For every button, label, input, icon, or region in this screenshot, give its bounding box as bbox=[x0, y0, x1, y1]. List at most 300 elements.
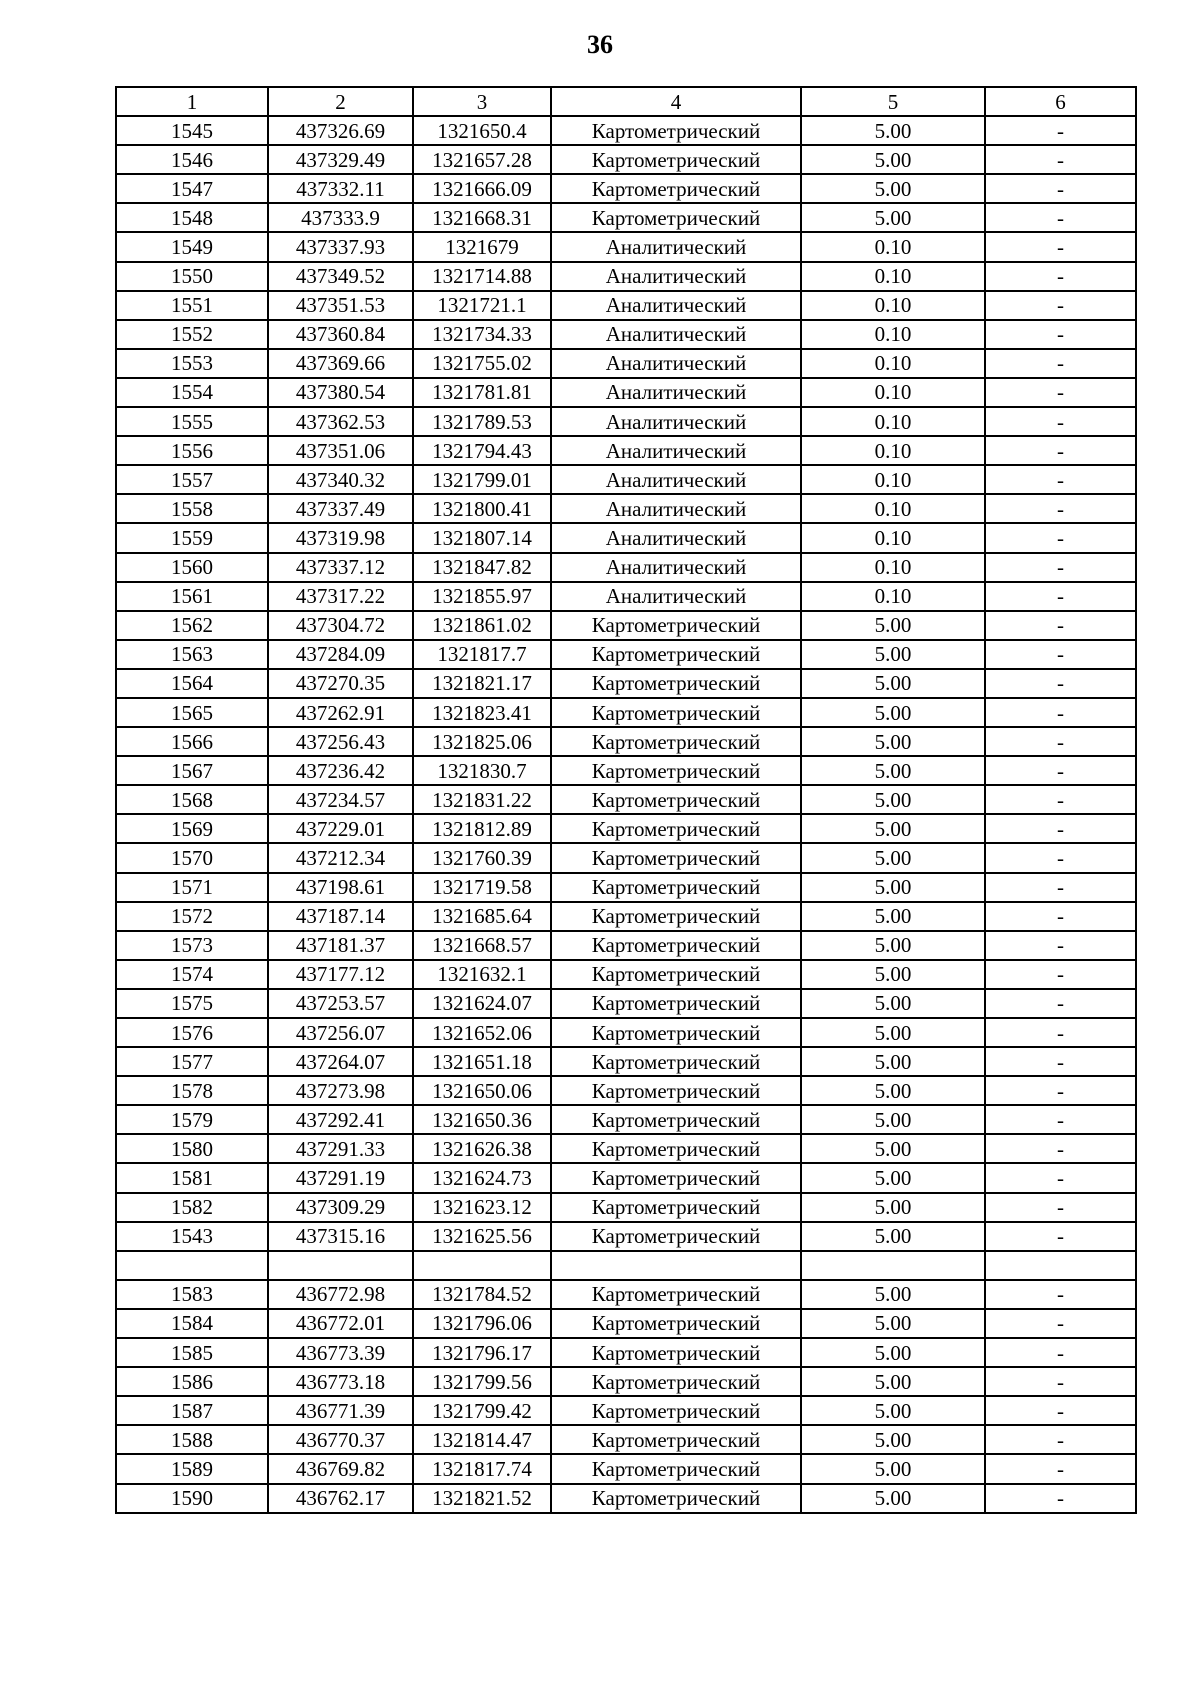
note-cell: - bbox=[985, 1338, 1136, 1367]
note-cell: - bbox=[985, 349, 1136, 378]
x-coordinate-cell: 436770.37 bbox=[268, 1425, 413, 1454]
table-row bbox=[116, 553, 1136, 582]
column-header: 6 bbox=[985, 87, 1136, 116]
table-row bbox=[116, 1076, 1136, 1105]
x-coordinate-cell: 437315.16 bbox=[268, 1222, 413, 1251]
x-coordinate-cell: 437236.42 bbox=[268, 756, 413, 785]
point-number-cell: 1545 bbox=[116, 116, 268, 145]
column-header: 4 bbox=[551, 87, 801, 116]
point-number-cell: 1589 bbox=[116, 1454, 268, 1483]
x-coordinate-cell: 437309.29 bbox=[268, 1193, 413, 1222]
method-cell: Картометрический bbox=[551, 727, 801, 756]
column-header: 5 bbox=[801, 87, 985, 116]
note-cell: - bbox=[985, 931, 1136, 960]
point-number-cell: 1561 bbox=[116, 582, 268, 611]
table-row bbox=[116, 960, 1136, 989]
table-row bbox=[116, 465, 1136, 494]
x-coordinate-cell: 437304.72 bbox=[268, 611, 413, 640]
method-cell: Картометрический bbox=[551, 611, 801, 640]
method-cell: Картометрический bbox=[551, 1280, 801, 1309]
note-cell: - bbox=[985, 465, 1136, 494]
method-cell: Аналитический bbox=[551, 465, 801, 494]
note-cell: - bbox=[985, 1367, 1136, 1396]
y-coordinate-cell: 1321650.4 bbox=[413, 116, 551, 145]
header-row bbox=[116, 87, 1136, 116]
table-row bbox=[116, 1163, 1136, 1192]
y-coordinate-cell: 1321784.52 bbox=[413, 1280, 551, 1309]
x-coordinate-cell: 437351.53 bbox=[268, 291, 413, 320]
x-coordinate-cell: 437332.11 bbox=[268, 174, 413, 203]
x-coordinate-cell: 437198.61 bbox=[268, 873, 413, 902]
table-row bbox=[116, 582, 1136, 611]
method-cell: Картометрический bbox=[551, 1105, 801, 1134]
y-coordinate-cell: 1321755.02 bbox=[413, 349, 551, 378]
page-number: 36 bbox=[587, 30, 613, 59]
y-coordinate-cell: 1321861.02 bbox=[413, 611, 551, 640]
point-number-cell: 1576 bbox=[116, 1018, 268, 1047]
accuracy-cell: 0.10 bbox=[801, 465, 985, 494]
point-number-cell: 1562 bbox=[116, 611, 268, 640]
y-coordinate-cell: 1321825.06 bbox=[413, 727, 551, 756]
x-coordinate-cell: 437319.98 bbox=[268, 523, 413, 552]
note-cell: - bbox=[985, 1280, 1136, 1309]
table-row bbox=[116, 1338, 1136, 1367]
y-coordinate-cell: 1321679 bbox=[413, 232, 551, 261]
x-coordinate-cell: 437337.93 bbox=[268, 232, 413, 261]
method-cell: Картометрический bbox=[551, 116, 801, 145]
note-cell: - bbox=[985, 232, 1136, 261]
point-number-cell: 1549 bbox=[116, 232, 268, 261]
accuracy-cell: 5.00 bbox=[801, 727, 985, 756]
note-cell: - bbox=[985, 1454, 1136, 1483]
point-number-cell: 1543 bbox=[116, 1222, 268, 1251]
accuracy-cell: 5.00 bbox=[801, 756, 985, 785]
point-number-cell: 1572 bbox=[116, 902, 268, 931]
method-cell: Картометрический bbox=[551, 145, 801, 174]
method-cell: Картометрический bbox=[551, 814, 801, 843]
point-number-cell: 1586 bbox=[116, 1367, 268, 1396]
method-cell: Аналитический bbox=[551, 291, 801, 320]
note-cell: - bbox=[985, 1076, 1136, 1105]
point-number-cell: 1546 bbox=[116, 145, 268, 174]
accuracy-cell: 5.00 bbox=[801, 1425, 985, 1454]
y-coordinate-cell: 1321823.41 bbox=[413, 698, 551, 727]
point-number-cell: 1555 bbox=[116, 407, 268, 436]
x-coordinate-cell: 436762.17 bbox=[268, 1484, 413, 1513]
column-header: 3 bbox=[413, 87, 551, 116]
note-cell: - bbox=[985, 378, 1136, 407]
method-cell: Картометрический bbox=[551, 1484, 801, 1513]
table-row bbox=[116, 1251, 1136, 1280]
table-row bbox=[116, 873, 1136, 902]
note-cell: - bbox=[985, 1047, 1136, 1076]
x-coordinate-cell: 437264.07 bbox=[268, 1047, 413, 1076]
point-number-cell: 1552 bbox=[116, 320, 268, 349]
table-row bbox=[116, 1425, 1136, 1454]
note-cell: - bbox=[985, 727, 1136, 756]
method-cell: Картометрический bbox=[551, 1076, 801, 1105]
accuracy-cell: 5.00 bbox=[801, 669, 985, 698]
x-coordinate-cell: 436773.39 bbox=[268, 1338, 413, 1367]
table-row bbox=[116, 320, 1136, 349]
x-coordinate-cell: 437329.49 bbox=[268, 145, 413, 174]
x-coordinate-cell: 437369.66 bbox=[268, 349, 413, 378]
x-coordinate-cell: 437351.06 bbox=[268, 436, 413, 465]
y-coordinate-cell: 1321817.7 bbox=[413, 640, 551, 669]
note-cell: - bbox=[985, 1222, 1136, 1251]
method-cell: Аналитический bbox=[551, 523, 801, 552]
method-cell: Картометрический bbox=[551, 1193, 801, 1222]
y-coordinate-cell: 1321624.07 bbox=[413, 989, 551, 1018]
x-coordinate-cell: 437262.91 bbox=[268, 698, 413, 727]
accuracy-cell: 5.00 bbox=[801, 1338, 985, 1367]
note-cell: - bbox=[985, 611, 1136, 640]
x-coordinate-cell: 437273.98 bbox=[268, 1076, 413, 1105]
y-coordinate-cell: 1321796.06 bbox=[413, 1309, 551, 1338]
accuracy-cell: 5.00 bbox=[801, 843, 985, 872]
method-cell: Картометрический bbox=[551, 989, 801, 1018]
accuracy-cell: 5.00 bbox=[801, 640, 985, 669]
table-row bbox=[116, 291, 1136, 320]
table-row bbox=[116, 116, 1136, 145]
point-number-cell: 1570 bbox=[116, 843, 268, 872]
x-coordinate-cell: 436773.18 bbox=[268, 1367, 413, 1396]
table-row bbox=[116, 814, 1136, 843]
method-cell: Картометрический bbox=[551, 698, 801, 727]
note-cell: - bbox=[985, 843, 1136, 872]
y-coordinate-cell: 1321623.12 bbox=[413, 1193, 551, 1222]
y-coordinate-cell: 1321625.56 bbox=[413, 1222, 551, 1251]
table-row bbox=[116, 407, 1136, 436]
point-number-cell: 1559 bbox=[116, 523, 268, 552]
method-cell: Картометрический bbox=[551, 203, 801, 232]
note-cell: - bbox=[985, 523, 1136, 552]
accuracy-cell: 5.00 bbox=[801, 174, 985, 203]
y-coordinate-cell: 1321650.06 bbox=[413, 1076, 551, 1105]
point-number-cell: 1553 bbox=[116, 349, 268, 378]
accuracy-cell: 5.00 bbox=[801, 698, 985, 727]
y-coordinate-cell: 1321650.36 bbox=[413, 1105, 551, 1134]
y-coordinate-cell: 1321855.97 bbox=[413, 582, 551, 611]
y-coordinate-cell bbox=[413, 1251, 551, 1280]
x-coordinate-cell: 437229.01 bbox=[268, 814, 413, 843]
table-row bbox=[116, 669, 1136, 698]
table-row bbox=[116, 785, 1136, 814]
accuracy-cell: 5.00 bbox=[801, 1076, 985, 1105]
accuracy-cell: 0.10 bbox=[801, 494, 985, 523]
accuracy-cell: 5.00 bbox=[801, 1193, 985, 1222]
accuracy-cell: 0.10 bbox=[801, 582, 985, 611]
y-coordinate-cell: 1321814.47 bbox=[413, 1425, 551, 1454]
point-number-cell: 1563 bbox=[116, 640, 268, 669]
method-cell: Картометрический bbox=[551, 1018, 801, 1047]
note-cell bbox=[985, 1251, 1136, 1280]
note-cell: - bbox=[985, 902, 1136, 931]
method-cell: Аналитический bbox=[551, 232, 801, 261]
y-coordinate-cell: 1321800.41 bbox=[413, 494, 551, 523]
accuracy-cell: 0.10 bbox=[801, 553, 985, 582]
y-coordinate-cell: 1321817.74 bbox=[413, 1454, 551, 1483]
accuracy-cell: 5.00 bbox=[801, 1484, 985, 1513]
method-cell: Картометрический bbox=[551, 931, 801, 960]
y-coordinate-cell: 1321624.73 bbox=[413, 1163, 551, 1192]
note-cell: - bbox=[985, 582, 1136, 611]
point-number-cell: 1571 bbox=[116, 873, 268, 902]
method-cell: Картометрический bbox=[551, 1338, 801, 1367]
note-cell: - bbox=[985, 1134, 1136, 1163]
note-cell: - bbox=[985, 203, 1136, 232]
method-cell: Аналитический bbox=[551, 349, 801, 378]
y-coordinate-cell: 1321721.1 bbox=[413, 291, 551, 320]
table-row bbox=[116, 349, 1136, 378]
y-coordinate-cell: 1321830.7 bbox=[413, 756, 551, 785]
accuracy-cell: 5.00 bbox=[801, 1134, 985, 1163]
point-number-cell: 1574 bbox=[116, 960, 268, 989]
y-coordinate-cell: 1321831.22 bbox=[413, 785, 551, 814]
method-cell: Аналитический bbox=[551, 553, 801, 582]
x-coordinate-cell: 436772.01 bbox=[268, 1309, 413, 1338]
table-row bbox=[116, 727, 1136, 756]
note-cell: - bbox=[985, 1163, 1136, 1192]
accuracy-cell: 5.00 bbox=[801, 1105, 985, 1134]
method-cell: Картометрический bbox=[551, 669, 801, 698]
method-cell: Картометрический bbox=[551, 785, 801, 814]
note-cell: - bbox=[985, 262, 1136, 291]
coordinates-table bbox=[115, 86, 1137, 1514]
method-cell: Картометрический bbox=[551, 174, 801, 203]
y-coordinate-cell: 1321821.17 bbox=[413, 669, 551, 698]
method-cell: Картометрический bbox=[551, 873, 801, 902]
table-row bbox=[116, 611, 1136, 640]
note-cell: - bbox=[985, 669, 1136, 698]
method-cell: Картометрический bbox=[551, 960, 801, 989]
method-cell: Картометрический bbox=[551, 640, 801, 669]
accuracy-cell: 5.00 bbox=[801, 1047, 985, 1076]
table-row bbox=[116, 378, 1136, 407]
accuracy-cell: 0.10 bbox=[801, 232, 985, 261]
x-coordinate-cell: 437256.43 bbox=[268, 727, 413, 756]
method-cell: Картометрический bbox=[551, 1222, 801, 1251]
point-number-cell: 1575 bbox=[116, 989, 268, 1018]
y-coordinate-cell: 1321685.64 bbox=[413, 902, 551, 931]
table-row bbox=[116, 262, 1136, 291]
point-number-cell: 1581 bbox=[116, 1163, 268, 1192]
x-coordinate-cell: 437284.09 bbox=[268, 640, 413, 669]
point-number-cell: 1554 bbox=[116, 378, 268, 407]
y-coordinate-cell: 1321666.09 bbox=[413, 174, 551, 203]
table-row bbox=[116, 698, 1136, 727]
y-coordinate-cell: 1321781.81 bbox=[413, 378, 551, 407]
y-coordinate-cell: 1321799.56 bbox=[413, 1367, 551, 1396]
point-number-cell: 1569 bbox=[116, 814, 268, 843]
accuracy-cell: 0.10 bbox=[801, 262, 985, 291]
accuracy-cell: 0.10 bbox=[801, 349, 985, 378]
note-cell: - bbox=[985, 407, 1136, 436]
note-cell: - bbox=[985, 174, 1136, 203]
point-number-cell: 1558 bbox=[116, 494, 268, 523]
accuracy-cell: 0.10 bbox=[801, 436, 985, 465]
column-header: 2 bbox=[268, 87, 413, 116]
accuracy-cell bbox=[801, 1251, 985, 1280]
accuracy-cell: 5.00 bbox=[801, 873, 985, 902]
accuracy-cell: 5.00 bbox=[801, 960, 985, 989]
point-number-cell: 1577 bbox=[116, 1047, 268, 1076]
accuracy-cell: 0.10 bbox=[801, 407, 985, 436]
method-cell: Аналитический bbox=[551, 262, 801, 291]
table-row bbox=[116, 902, 1136, 931]
y-coordinate-cell: 1321652.06 bbox=[413, 1018, 551, 1047]
x-coordinate-cell: 437177.12 bbox=[268, 960, 413, 989]
table-row bbox=[116, 436, 1136, 465]
y-coordinate-cell: 1321657.28 bbox=[413, 145, 551, 174]
note-cell: - bbox=[985, 320, 1136, 349]
note-cell: - bbox=[985, 1484, 1136, 1513]
method-cell: Аналитический bbox=[551, 407, 801, 436]
y-coordinate-cell: 1321668.31 bbox=[413, 203, 551, 232]
accuracy-cell: 5.00 bbox=[801, 1396, 985, 1425]
x-coordinate-cell: 437362.53 bbox=[268, 407, 413, 436]
y-coordinate-cell: 1321651.18 bbox=[413, 1047, 551, 1076]
accuracy-cell: 5.00 bbox=[801, 989, 985, 1018]
table-row bbox=[116, 1193, 1136, 1222]
method-cell: Аналитический bbox=[551, 320, 801, 349]
x-coordinate-cell: 437291.19 bbox=[268, 1163, 413, 1192]
x-coordinate-cell bbox=[268, 1251, 413, 1280]
table-row bbox=[116, 174, 1136, 203]
y-coordinate-cell: 1321796.17 bbox=[413, 1338, 551, 1367]
table-row bbox=[116, 1454, 1136, 1483]
note-cell: - bbox=[985, 698, 1136, 727]
y-coordinate-cell: 1321794.43 bbox=[413, 436, 551, 465]
table-row bbox=[116, 756, 1136, 785]
point-number-cell: 1567 bbox=[116, 756, 268, 785]
point-number-cell: 1573 bbox=[116, 931, 268, 960]
point-number-cell: 1578 bbox=[116, 1076, 268, 1105]
y-coordinate-cell: 1321626.38 bbox=[413, 1134, 551, 1163]
note-cell: - bbox=[985, 989, 1136, 1018]
table-row bbox=[116, 1484, 1136, 1513]
accuracy-cell: 5.00 bbox=[801, 1222, 985, 1251]
note-cell: - bbox=[985, 756, 1136, 785]
accuracy-cell: 5.00 bbox=[801, 814, 985, 843]
method-cell: Картометрический bbox=[551, 1047, 801, 1076]
x-coordinate-cell: 437181.37 bbox=[268, 931, 413, 960]
x-coordinate-cell: 437340.32 bbox=[268, 465, 413, 494]
note-cell: - bbox=[985, 960, 1136, 989]
method-cell: Картометрический bbox=[551, 756, 801, 785]
table-row bbox=[116, 494, 1136, 523]
point-number-cell: 1565 bbox=[116, 698, 268, 727]
accuracy-cell: 0.10 bbox=[801, 291, 985, 320]
note-cell: - bbox=[985, 291, 1136, 320]
method-cell: Картометрический bbox=[551, 1367, 801, 1396]
point-number-cell: 1583 bbox=[116, 1280, 268, 1309]
y-coordinate-cell: 1321847.82 bbox=[413, 553, 551, 582]
table-row bbox=[116, 1280, 1136, 1309]
x-coordinate-cell: 437333.9 bbox=[268, 203, 413, 232]
note-cell: - bbox=[985, 116, 1136, 145]
y-coordinate-cell: 1321714.88 bbox=[413, 262, 551, 291]
accuracy-cell: 5.00 bbox=[801, 1163, 985, 1192]
accuracy-cell: 5.00 bbox=[801, 931, 985, 960]
table-row bbox=[116, 931, 1136, 960]
point-number-cell: 1566 bbox=[116, 727, 268, 756]
x-coordinate-cell: 437380.54 bbox=[268, 378, 413, 407]
table-row bbox=[116, 989, 1136, 1018]
table-row bbox=[116, 1309, 1136, 1338]
table-row bbox=[116, 145, 1136, 174]
note-cell: - bbox=[985, 1396, 1136, 1425]
x-coordinate-cell: 436769.82 bbox=[268, 1454, 413, 1483]
y-coordinate-cell: 1321807.14 bbox=[413, 523, 551, 552]
point-number-cell: 1550 bbox=[116, 262, 268, 291]
point-number-cell: 1557 bbox=[116, 465, 268, 494]
method-cell: Картометрический bbox=[551, 1134, 801, 1163]
point-number-cell: 1564 bbox=[116, 669, 268, 698]
table-row bbox=[116, 1396, 1136, 1425]
y-coordinate-cell: 1321799.01 bbox=[413, 465, 551, 494]
point-number-cell: 1551 bbox=[116, 291, 268, 320]
y-coordinate-cell: 1321799.42 bbox=[413, 1396, 551, 1425]
method-cell: Картометрический bbox=[551, 1396, 801, 1425]
note-cell: - bbox=[985, 640, 1136, 669]
x-coordinate-cell: 437187.14 bbox=[268, 902, 413, 931]
x-coordinate-cell: 437349.52 bbox=[268, 262, 413, 291]
x-coordinate-cell: 437326.69 bbox=[268, 116, 413, 145]
x-coordinate-cell: 437291.33 bbox=[268, 1134, 413, 1163]
point-number-cell bbox=[116, 1251, 268, 1280]
method-cell: Аналитический bbox=[551, 436, 801, 465]
method-cell: Картометрический bbox=[551, 843, 801, 872]
point-number-cell: 1556 bbox=[116, 436, 268, 465]
x-coordinate-cell: 437337.12 bbox=[268, 553, 413, 582]
accuracy-cell: 0.10 bbox=[801, 523, 985, 552]
accuracy-cell: 5.00 bbox=[801, 203, 985, 232]
point-number-cell: 1568 bbox=[116, 785, 268, 814]
column-header: 1 bbox=[116, 87, 268, 116]
table-row bbox=[116, 1134, 1136, 1163]
table-row bbox=[116, 1222, 1136, 1251]
table-row bbox=[116, 1018, 1136, 1047]
point-number-cell: 1590 bbox=[116, 1484, 268, 1513]
note-cell: - bbox=[985, 553, 1136, 582]
table-row bbox=[116, 1367, 1136, 1396]
note-cell: - bbox=[985, 145, 1136, 174]
point-number-cell: 1584 bbox=[116, 1309, 268, 1338]
method-cell: Аналитический bbox=[551, 494, 801, 523]
table-body bbox=[116, 116, 1136, 1513]
table-row bbox=[116, 640, 1136, 669]
x-coordinate-cell: 437256.07 bbox=[268, 1018, 413, 1047]
point-number-cell: 1585 bbox=[116, 1338, 268, 1367]
x-coordinate-cell: 437234.57 bbox=[268, 785, 413, 814]
method-cell: Картометрический bbox=[551, 902, 801, 931]
y-coordinate-cell: 1321812.89 bbox=[413, 814, 551, 843]
accuracy-cell: 5.00 bbox=[801, 611, 985, 640]
method-cell: Картометрический bbox=[551, 1309, 801, 1338]
x-coordinate-cell: 437337.49 bbox=[268, 494, 413, 523]
point-number-cell: 1587 bbox=[116, 1396, 268, 1425]
note-cell: - bbox=[985, 785, 1136, 814]
accuracy-cell: 0.10 bbox=[801, 378, 985, 407]
y-coordinate-cell: 1321632.1 bbox=[413, 960, 551, 989]
note-cell: - bbox=[985, 814, 1136, 843]
point-number-cell: 1582 bbox=[116, 1193, 268, 1222]
table-header bbox=[116, 87, 1136, 116]
point-number-cell: 1580 bbox=[116, 1134, 268, 1163]
accuracy-cell: 5.00 bbox=[801, 902, 985, 931]
method-cell: Аналитический bbox=[551, 582, 801, 611]
